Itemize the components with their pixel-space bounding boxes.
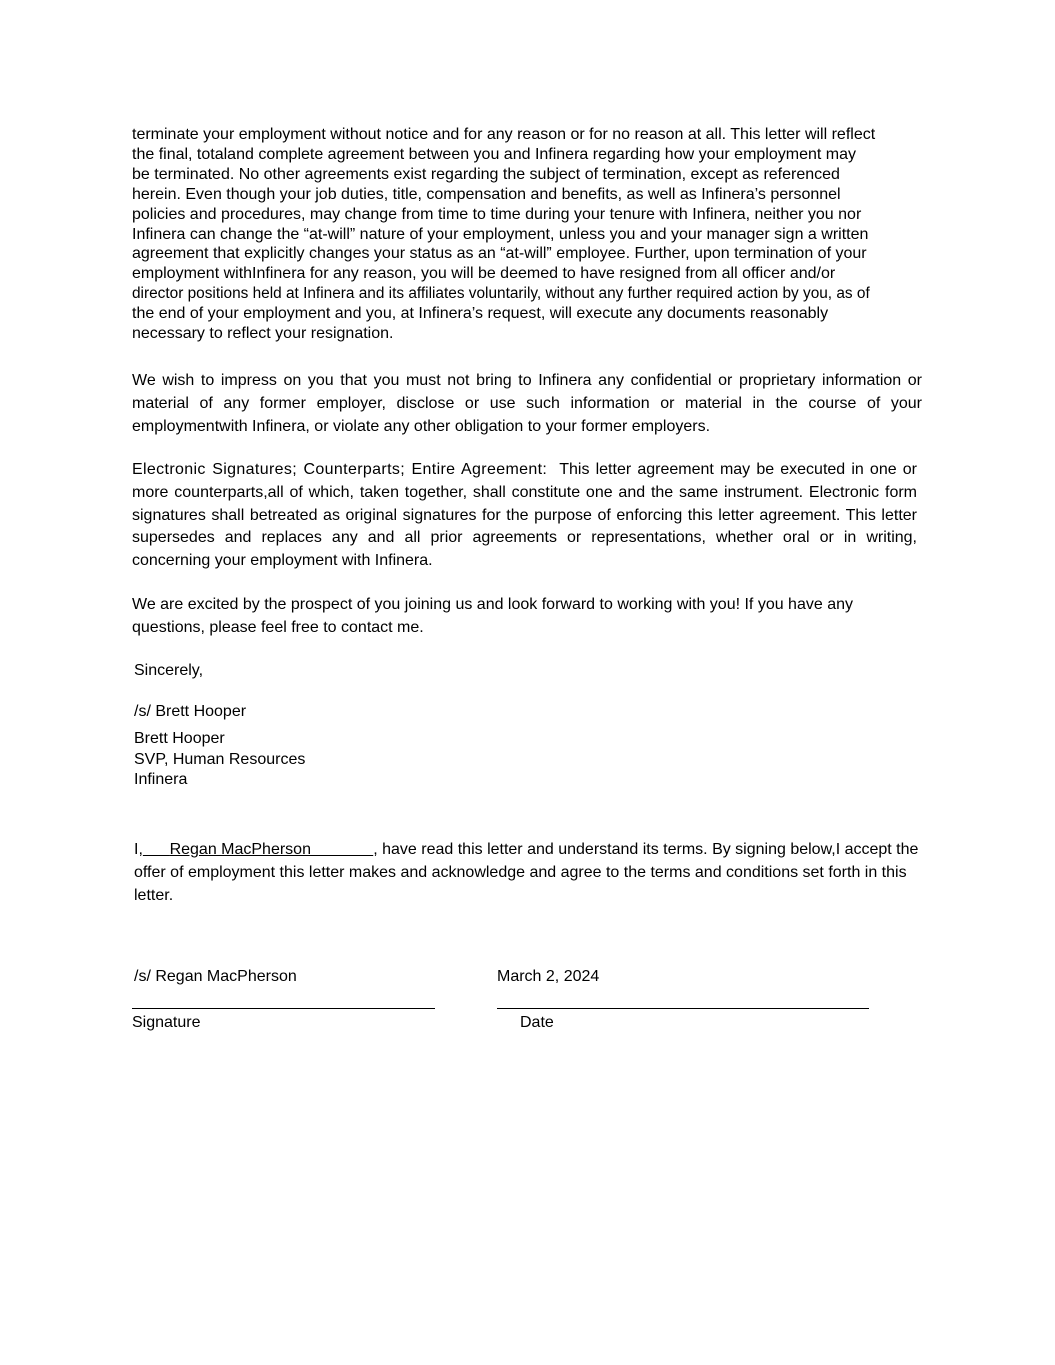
paragraph-line: agreement that explicitly changes your status as an “at-will” employee. Further, upon termination of your [132, 245, 867, 263]
electronic-signatures-paragraph [132, 459, 917, 573]
paragraph-line: the final, totaland complete agreement between you and Infinera regarding how your employment may [132, 145, 856, 163]
date-value: March 2, 2024 [497, 968, 600, 985]
closing-paragraph: We are excited by the prospect of you joining us and look forward to working with you! If you have any questions, please feel free to contact me. [132, 596, 853, 636]
confidential-info-paragraph: We wish to impress on you that you must not bring to Infinera any confidential or proprietary information or material of any former employer, disclose or use such information or material in the course of your employmentwith Infinera, or violate any other obligation to your former employers. [132, 372, 922, 435]
acceptance-statement [134, 839, 919, 907]
section-body: This letter agreement may be executed in one or more counterparts,all of which, taken together, shall constitute one and the same instrument. Electronic form signatures shall betreated as original signatures for the purpose of enforcing this letter agreement. This letter supersedes and replaces any and all prior agreements or representations, whether oral or in writing, concerning your employment with Infinera. [132, 461, 918, 570]
paragraph-line: director positions held at Infinera and its affiliates voluntarily, without any further required action by you, as of [132, 285, 870, 303]
paragraph-line: employment withInfinera for any reason, you will be deemed to have resigned from all officer and/or [132, 265, 836, 283]
sender-info [134, 729, 305, 791]
sender-title: SVP, Human Resources [134, 750, 306, 768]
sender-company: Infinera [134, 771, 188, 788]
paragraph-line: herein. Even though your job duties, title, compensation and benefits, as well as Infinera’s personnel [132, 185, 841, 203]
sender-name: Brett Hooper [134, 730, 225, 747]
paragraph-line: the end of your employment and you, at Infinera’s request, will execute any documents reasonably [132, 305, 829, 323]
section-heading: Electronic Signatures; Counterparts; Entire Agreement: [132, 461, 548, 478]
acceptance-name: Regan MacPherson [169, 841, 311, 858]
termination-paragraph [132, 125, 932, 344]
acceptance-prefix: I, [134, 841, 143, 858]
paragraph-line: Infinera can change the “at-will” nature of your employment, unless you and your manager sign a written [132, 225, 869, 243]
acceptance-text: , have read this letter and understand its terms. By signing below,I accept the offer of employment this letter makes and acknowledge and agree to the terms and conditions set forth in this letter. [134, 841, 919, 904]
salutation: Sincerely, [134, 662, 204, 679]
paragraph-line: terminate your employment without notice and for any reason or for no reason at all. This letter will reflect [132, 126, 876, 143]
signature-caption: Signature [132, 1014, 201, 1031]
date-line [497, 1008, 869, 1009]
paragraph-line: necessary to reflect your resignation. [132, 325, 394, 343]
signature-value: /s/ Regan MacPherson [134, 968, 297, 985]
paragraph-line: policies and procedures, may change from time to time during your tenure with Infinera, neither you nor [132, 205, 862, 223]
acceptance-name-blank [143, 841, 373, 858]
signature-line [132, 1008, 435, 1009]
paragraph-line: be terminated. No other agreements exist regarding the subject of termination, except as referenced [132, 165, 840, 183]
sender-signature: /s/ Brett Hooper [134, 703, 247, 720]
date-caption: Date [520, 1014, 554, 1031]
